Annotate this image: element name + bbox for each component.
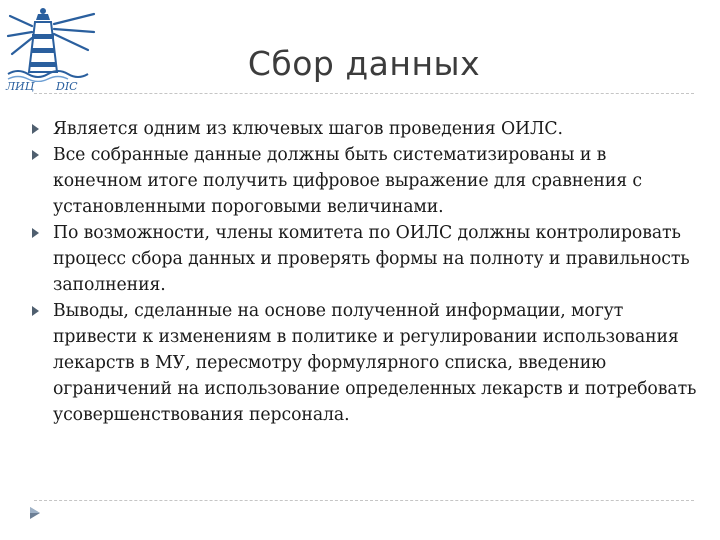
bullet-arrow-icon xyxy=(32,124,39,134)
bullet-item xyxy=(30,116,700,142)
bullet-text: Является одним из ключевых шагов проведения ОИЛС. xyxy=(53,119,563,139)
bullet-text: Все собранные данные должны быть систематизированы и в конечном итоге получить цифровое выражение для сравнения с установленными пороговыми величинами. xyxy=(53,145,643,217)
footer-divider xyxy=(34,500,694,501)
logo-caption-right: DIC xyxy=(56,80,78,93)
bullet-text: По возможности, члены комитета по ОИЛС должны контролировать процесс сбора данных и проверять формы на полноту и правильность заполнения. xyxy=(53,223,690,295)
bullet-text: Выводы, сделанные на основе полученной информации, могут привести к изменениям в политике и регулировании использования лекарств в МУ, пересмотру формулярного списка, введению ограничений на использование определенных лекарств и потребовать усовершенствования персонала. xyxy=(53,301,697,425)
bullet-item xyxy=(30,298,700,428)
slide-nav-arrow-icon[interactable] xyxy=(28,505,42,519)
logo-caption-left: ЛИЦ xyxy=(6,80,35,93)
bullet-arrow-icon xyxy=(32,306,39,316)
bullet-item xyxy=(30,220,700,298)
slide-title: Сбор данных xyxy=(247,44,481,83)
bullet-arrow-icon xyxy=(32,228,39,238)
bullet-item xyxy=(30,142,700,220)
bullet-list xyxy=(30,116,700,428)
title-divider xyxy=(34,93,694,94)
bullet-arrow-icon xyxy=(32,150,39,160)
